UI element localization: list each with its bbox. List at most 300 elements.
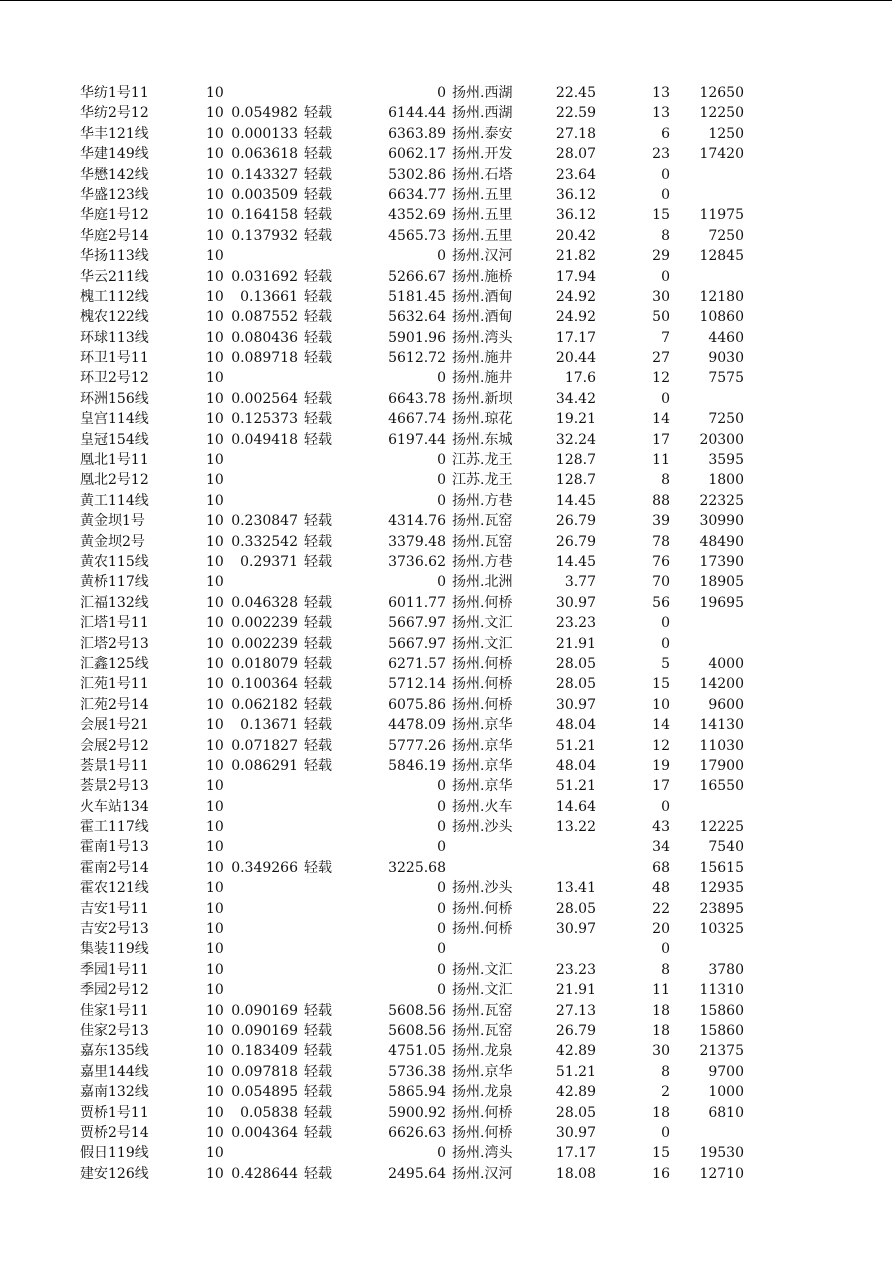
capacity-cell: 4478.09 (388, 717, 446, 734)
load-ratio-cell: 0.143327 (231, 166, 298, 183)
line-name-cell: 黄金坝1号 (80, 513, 145, 530)
line-name-cell: 吉安2号13 (80, 921, 149, 938)
voltage-cell: 10 (206, 452, 224, 469)
load-type-cell: 轻载 (304, 635, 332, 652)
substation-cell: 扬州.开发 (452, 146, 513, 163)
capacity-cell: 5266.67 (388, 268, 446, 285)
length-cell: 30.97 (555, 921, 596, 938)
voltage-cell: 10 (206, 472, 224, 489)
length-cell: 23.64 (555, 166, 596, 183)
capacity-cell: 0 (437, 880, 446, 897)
count-cell: 34 (652, 839, 670, 856)
table-row (0, 185, 892, 205)
load-type-cell: 轻载 (304, 1124, 332, 1141)
capacity-cell: 5608.56 (388, 1022, 446, 1039)
substation-cell: 扬州.何桥 (452, 900, 513, 917)
line-name-cell: 槐农122线 (80, 309, 149, 326)
load-ratio-cell: 0.000133 (231, 125, 298, 142)
length-cell: 34.42 (555, 390, 596, 407)
load-ratio-cell: 0.080436 (231, 329, 298, 346)
line-name-cell: 皇冠154线 (80, 431, 149, 448)
substation-cell: 扬州.瓦窑 (452, 513, 513, 530)
load-ratio-cell: 0.062182 (231, 696, 298, 713)
load-type-cell: 轻载 (304, 288, 332, 305)
voltage-cell: 10 (206, 839, 224, 856)
line-name-cell: 环卫1号11 (80, 350, 149, 367)
table-row (0, 1021, 892, 1041)
load-type-cell: 轻载 (304, 411, 332, 428)
length-cell: 28.05 (555, 900, 596, 917)
load-ratio-cell: 0.071827 (231, 737, 298, 754)
kva-cell: 7250 (708, 411, 744, 428)
voltage-cell: 10 (206, 288, 224, 305)
length-cell: 17.94 (555, 268, 596, 285)
length-cell: 32.24 (555, 431, 596, 448)
load-type-cell: 轻载 (304, 696, 332, 713)
spreadsheet-table (0, 83, 892, 1184)
kva-cell: 9600 (708, 696, 744, 713)
table-row (0, 287, 892, 307)
voltage-cell: 10 (206, 961, 224, 978)
kva-cell: 12225 (699, 819, 744, 836)
length-cell: 42.89 (555, 1043, 596, 1060)
table-row (0, 1001, 892, 1021)
length-cell: 22.59 (555, 105, 596, 122)
table-row (0, 593, 892, 613)
table-row (0, 736, 892, 756)
count-cell: 68 (652, 859, 670, 876)
capacity-cell: 0 (437, 370, 446, 387)
length-cell: 26.79 (555, 513, 596, 530)
substation-cell: 扬州.汉河 (452, 248, 513, 265)
capacity-cell: 6062.17 (388, 146, 446, 163)
count-cell: 88 (652, 492, 670, 509)
length-cell: 30.97 (555, 594, 596, 611)
substation-cell: 扬州.施桥 (452, 268, 513, 285)
capacity-cell: 3736.62 (388, 553, 446, 570)
voltage-cell: 10 (206, 533, 224, 550)
voltage-cell: 10 (206, 1063, 224, 1080)
kva-cell: 15860 (699, 1002, 744, 1019)
capacity-cell: 6011.77 (388, 594, 446, 611)
count-cell: 39 (652, 513, 670, 530)
load-ratio-cell: 0.086291 (231, 757, 298, 774)
substation-cell: 扬州.何桥 (452, 1124, 513, 1141)
capacity-cell: 0 (437, 574, 446, 591)
substation-cell: 扬州.北洲 (452, 574, 513, 591)
substation-cell: 扬州.西湖 (452, 105, 513, 122)
count-cell: 7 (661, 329, 670, 346)
load-ratio-cell: 0.428644 (231, 1165, 298, 1182)
load-type-cell: 轻载 (304, 309, 332, 326)
capacity-cell: 2495.64 (388, 1165, 446, 1182)
line-name-cell: 荟景2号13 (80, 778, 149, 795)
voltage-cell: 10 (206, 757, 224, 774)
voltage-cell: 10 (206, 186, 224, 203)
substation-cell: 扬州.瓦窑 (452, 1022, 513, 1039)
load-type-cell: 轻载 (304, 1043, 332, 1060)
substation-cell: 扬州.何桥 (452, 655, 513, 672)
load-ratio-cell: 0.004364 (231, 1124, 298, 1141)
count-cell: 20 (652, 921, 670, 938)
count-cell: 16 (652, 1165, 670, 1182)
line-name-cell: 霍农121线 (80, 880, 149, 897)
kva-cell: 16550 (699, 778, 744, 795)
count-cell: 48 (652, 880, 670, 897)
length-cell: 128.7 (555, 452, 596, 469)
load-type-cell: 轻载 (304, 717, 332, 734)
table-row (0, 491, 892, 511)
load-ratio-cell: 0.164158 (231, 207, 298, 224)
line-name-cell: 凰北2号12 (80, 472, 149, 489)
table-row (0, 960, 892, 980)
kva-cell: 18905 (699, 574, 744, 591)
line-name-cell: 季园1号11 (80, 961, 149, 978)
line-name-cell: 霍南2号14 (80, 859, 149, 876)
table-row (0, 919, 892, 939)
count-cell: 18 (652, 1104, 670, 1121)
capacity-cell: 0 (437, 472, 446, 489)
voltage-cell: 10 (206, 798, 224, 815)
capacity-cell: 6197.44 (388, 431, 446, 448)
substation-cell: 扬州.酒甸 (452, 288, 513, 305)
kva-cell: 12935 (699, 880, 744, 897)
voltage-cell: 10 (206, 900, 224, 917)
capacity-cell: 0 (437, 921, 446, 938)
load-type-cell: 轻载 (304, 553, 332, 570)
line-name-cell: 环卫2号12 (80, 370, 149, 387)
line-name-cell: 环洲156线 (80, 390, 149, 407)
count-cell: 15 (652, 676, 670, 693)
voltage-cell: 10 (206, 941, 224, 958)
substation-cell: 扬州.石塔 (452, 166, 513, 183)
line-name-cell: 汇福132线 (80, 594, 149, 611)
line-name-cell: 汇苑1号11 (80, 676, 149, 693)
kva-cell: 10860 (699, 309, 744, 326)
table-row (0, 450, 892, 470)
voltage-cell: 10 (206, 696, 224, 713)
load-type-cell: 轻载 (304, 1104, 332, 1121)
capacity-cell: 6643.78 (388, 390, 446, 407)
substation-cell: 扬州.新坝 (452, 390, 513, 407)
load-type-cell: 轻载 (304, 1063, 332, 1080)
capacity-cell: 0 (437, 839, 446, 856)
load-type-cell: 轻载 (304, 186, 332, 203)
substation-cell: 扬州.京华 (452, 1063, 513, 1080)
count-cell: 12 (652, 737, 670, 754)
substation-cell: 扬州.沙头 (452, 880, 513, 897)
length-cell: 23.23 (555, 961, 596, 978)
table-row (0, 83, 892, 103)
substation-cell: 扬州.汉河 (452, 1165, 513, 1182)
substation-cell: 扬州.何桥 (452, 921, 513, 938)
voltage-cell: 10 (206, 778, 224, 795)
table-row (0, 1143, 892, 1163)
load-type-cell: 轻载 (304, 533, 332, 550)
load-type-cell: 轻载 (304, 227, 332, 244)
capacity-cell: 3225.68 (388, 859, 446, 876)
line-name-cell: 霍工117线 (80, 819, 149, 836)
capacity-cell: 5667.97 (388, 615, 446, 632)
substation-cell: 扬州.瓦窑 (452, 533, 513, 550)
capacity-cell: 5632.64 (388, 309, 446, 326)
length-cell: 20.44 (555, 350, 596, 367)
length-cell: 51.21 (555, 778, 596, 795)
count-cell: 17 (652, 778, 670, 795)
substation-cell: 扬州.酒甸 (452, 309, 513, 326)
load-type-cell: 轻载 (304, 1084, 332, 1101)
line-name-cell: 华盛123线 (80, 186, 149, 203)
substation-cell: 扬州.西湖 (452, 85, 513, 101)
kva-cell: 11030 (699, 737, 744, 754)
length-cell: 14.45 (555, 492, 596, 509)
kva-cell: 23895 (699, 900, 744, 917)
voltage-cell: 10 (206, 1043, 224, 1060)
substation-cell: 扬州.何桥 (452, 676, 513, 693)
line-name-cell: 华扬113线 (80, 248, 149, 265)
table-row (0, 552, 892, 572)
load-type-cell: 轻载 (304, 146, 332, 163)
table-row (0, 613, 892, 633)
substation-cell: 扬州.施井 (452, 350, 513, 367)
length-cell: 24.92 (555, 288, 596, 305)
table-row (0, 205, 892, 225)
load-ratio-cell: 0.13661 (240, 288, 298, 305)
substation-cell: 扬州.琼花 (452, 411, 513, 428)
load-type-cell: 轻载 (304, 594, 332, 611)
voltage-cell: 10 (206, 207, 224, 224)
table-row (0, 674, 892, 694)
table-row (0, 939, 892, 959)
load-ratio-cell: 0.29371 (240, 553, 298, 570)
table-row (0, 634, 892, 654)
count-cell: 14 (652, 411, 670, 428)
kva-cell: 9030 (708, 350, 744, 367)
voltage-cell: 10 (206, 574, 224, 591)
capacity-cell: 4565.73 (388, 227, 446, 244)
voltage-cell: 10 (206, 105, 224, 122)
length-cell: 27.13 (555, 1002, 596, 1019)
table-row (0, 144, 892, 164)
substation-cell: 扬州.五里 (452, 207, 513, 224)
length-cell: 13.41 (555, 880, 596, 897)
count-cell: 0 (661, 798, 670, 815)
line-name-cell: 假日119线 (80, 1145, 149, 1162)
load-type-cell: 轻载 (304, 125, 332, 142)
count-cell: 14 (652, 717, 670, 734)
voltage-cell: 10 (206, 166, 224, 183)
count-cell: 22 (652, 900, 670, 917)
substation-cell: 扬州.文汇 (452, 982, 513, 999)
voltage-cell: 10 (206, 921, 224, 938)
voltage-cell: 10 (206, 819, 224, 836)
length-cell: 13.22 (555, 819, 596, 836)
substation-cell: 扬州.何桥 (452, 1104, 513, 1121)
table-row (0, 654, 892, 674)
capacity-cell: 0 (437, 900, 446, 917)
line-name-cell: 集装119线 (80, 941, 149, 958)
capacity-cell: 4667.74 (388, 411, 446, 428)
substation-cell: 扬州.文汇 (452, 635, 513, 652)
count-cell: 8 (661, 961, 670, 978)
count-cell: 0 (661, 615, 670, 632)
load-type-cell: 轻载 (304, 268, 332, 285)
kva-cell: 21375 (699, 1043, 744, 1060)
length-cell: 21.91 (555, 635, 596, 652)
line-name-cell: 华懋142线 (80, 166, 149, 183)
substation-cell: 扬州.京华 (452, 757, 513, 774)
load-ratio-cell: 0.046328 (231, 594, 298, 611)
voltage-cell: 10 (206, 146, 224, 163)
capacity-cell: 0 (437, 452, 446, 469)
load-ratio-cell: 0.125373 (231, 411, 298, 428)
table-row (0, 165, 892, 185)
count-cell: 13 (652, 105, 670, 122)
count-cell: 29 (652, 248, 670, 265)
capacity-cell: 0 (437, 961, 446, 978)
capacity-cell: 5901.96 (388, 329, 446, 346)
line-name-cell: 火车站134 (80, 798, 149, 815)
length-cell: 18.08 (555, 1165, 596, 1182)
load-type-cell: 轻载 (304, 431, 332, 448)
capacity-cell: 5612.72 (388, 350, 446, 367)
length-cell: 24.92 (555, 309, 596, 326)
length-cell: 17.17 (555, 1145, 596, 1162)
line-name-cell: 华建149线 (80, 146, 149, 163)
substation-cell: 扬州.东城 (452, 431, 513, 448)
length-cell: 21.82 (555, 248, 596, 265)
length-cell: 3.77 (564, 574, 596, 591)
capacity-cell: 0 (437, 778, 446, 795)
load-ratio-cell: 0.031692 (231, 268, 298, 285)
line-name-cell: 会展2号12 (80, 737, 149, 754)
capacity-cell: 5608.56 (388, 1002, 446, 1019)
load-ratio-cell: 0.349266 (231, 859, 298, 876)
count-cell: 56 (652, 594, 670, 611)
table-row (0, 797, 892, 817)
table-row (0, 348, 892, 368)
substation-cell: 扬州.龙泉 (452, 1084, 513, 1101)
length-cell: 22.45 (555, 85, 596, 101)
line-name-cell: 黄农115线 (80, 553, 149, 570)
length-cell: 42.89 (555, 1084, 596, 1101)
voltage-cell: 10 (206, 431, 224, 448)
line-name-cell: 华纺1号11 (80, 85, 149, 101)
count-cell: 18 (652, 1002, 670, 1019)
length-cell: 51.21 (555, 1063, 596, 1080)
voltage-cell: 10 (206, 309, 224, 326)
capacity-cell: 4314.76 (388, 513, 446, 530)
kva-cell: 17420 (699, 146, 744, 163)
line-name-cell: 贾桥2号14 (80, 1124, 149, 1141)
capacity-cell: 5865.94 (388, 1084, 446, 1101)
load-ratio-cell: 0.137932 (231, 227, 298, 244)
load-type-cell: 轻载 (304, 859, 332, 876)
load-ratio-cell: 0.054895 (231, 1084, 298, 1101)
kva-cell: 15860 (699, 1022, 744, 1039)
count-cell: 0 (661, 268, 670, 285)
line-name-cell: 建安126线 (80, 1165, 149, 1182)
load-ratio-cell: 0.002239 (231, 615, 298, 632)
table-row (0, 756, 892, 776)
line-name-cell: 华庭2号14 (80, 227, 149, 244)
length-cell: 19.21 (555, 411, 596, 428)
capacity-cell: 5846.19 (388, 757, 446, 774)
substation-cell: 扬州.龙泉 (452, 1043, 513, 1060)
line-name-cell: 凰北1号11 (80, 452, 149, 469)
table-row (0, 817, 892, 837)
kva-cell: 15615 (699, 859, 744, 876)
length-cell: 28.05 (555, 1104, 596, 1121)
kva-cell: 3595 (708, 452, 744, 469)
table-row (0, 1123, 892, 1143)
load-type-cell: 轻载 (304, 655, 332, 672)
capacity-cell: 6144.44 (388, 105, 446, 122)
length-cell: 26.79 (555, 1022, 596, 1039)
load-ratio-cell: 0.230847 (231, 513, 298, 530)
substation-cell: 扬州.湾头 (452, 1145, 513, 1162)
load-ratio-cell: 0.097818 (231, 1063, 298, 1080)
length-cell: 23.23 (555, 615, 596, 632)
substation-cell: 扬州.瓦窑 (452, 1002, 513, 1019)
kva-cell: 11310 (699, 982, 744, 999)
count-cell: 15 (652, 207, 670, 224)
voltage-cell: 10 (206, 717, 224, 734)
load-ratio-cell: 0.003509 (231, 186, 298, 203)
table-row (0, 1082, 892, 1102)
voltage-cell: 10 (206, 880, 224, 897)
kva-cell: 30990 (699, 513, 744, 530)
capacity-cell: 5900.92 (388, 1104, 446, 1121)
line-name-cell: 季园2号12 (80, 982, 149, 999)
line-name-cell: 霍南1号13 (80, 839, 149, 856)
substation-cell: 扬州.火车 (452, 798, 513, 815)
voltage-cell: 10 (206, 268, 224, 285)
length-cell: 30.97 (555, 1124, 596, 1141)
voltage-cell: 10 (206, 411, 224, 428)
load-type-cell: 轻载 (304, 1165, 332, 1182)
kva-cell: 19530 (699, 1145, 744, 1162)
voltage-cell: 10 (206, 737, 224, 754)
table-row (0, 368, 892, 388)
kva-cell: 7540 (708, 839, 744, 856)
count-cell: 12 (652, 370, 670, 387)
line-name-cell: 嘉南132线 (80, 1084, 149, 1101)
voltage-cell: 10 (206, 594, 224, 611)
line-name-cell: 贾桥1号11 (80, 1104, 149, 1121)
count-cell: 50 (652, 309, 670, 326)
line-name-cell: 黄金坝2号 (80, 533, 145, 550)
kva-cell: 48490 (699, 533, 744, 550)
capacity-cell: 0 (437, 1145, 446, 1162)
voltage-cell: 10 (206, 1002, 224, 1019)
count-cell: 0 (661, 166, 670, 183)
load-type-cell: 轻载 (304, 757, 332, 774)
line-name-cell: 华庭1号12 (80, 207, 149, 224)
substation-cell: 扬州.施井 (452, 370, 513, 387)
load-ratio-cell: 0.002564 (231, 390, 298, 407)
line-name-cell: 荟景1号11 (80, 757, 149, 774)
kva-cell: 7575 (708, 370, 744, 387)
substation-cell: 扬州.五里 (452, 227, 513, 244)
kva-cell: 1000 (708, 1084, 744, 1101)
table-row (0, 858, 892, 878)
table-row (0, 532, 892, 552)
substation-cell: 扬州.京华 (452, 717, 513, 734)
count-cell: 43 (652, 819, 670, 836)
count-cell: 0 (661, 186, 670, 203)
line-name-cell: 嘉东135线 (80, 1043, 149, 1060)
